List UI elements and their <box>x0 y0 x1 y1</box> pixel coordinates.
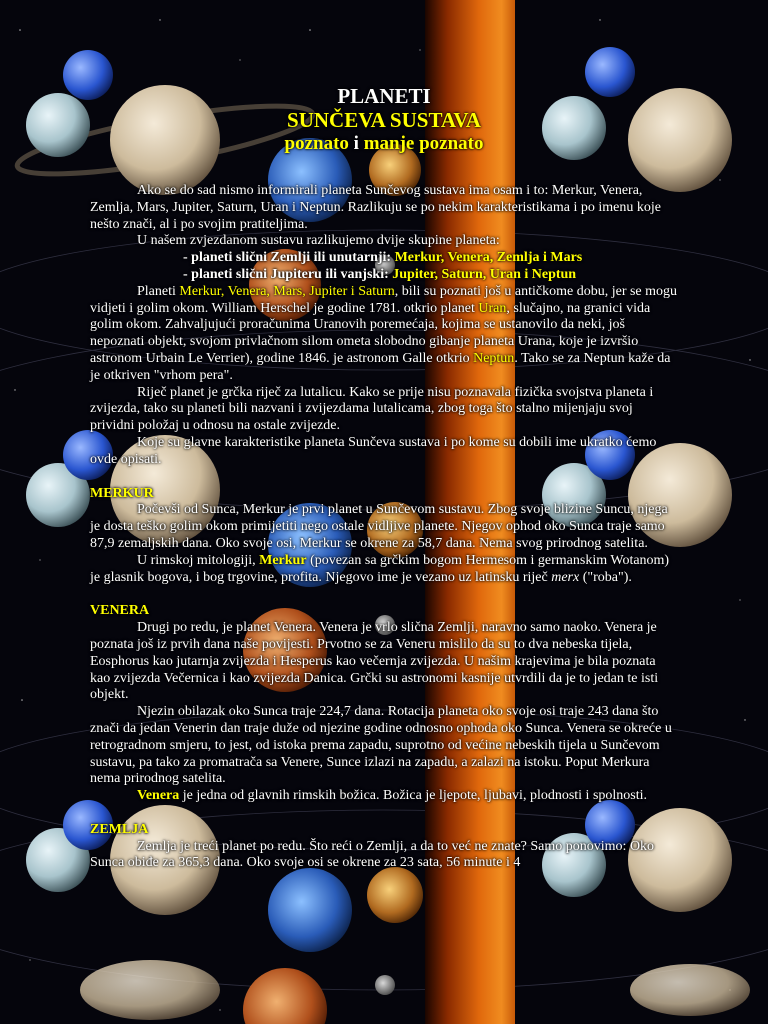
tagline-part-2: i <box>348 133 364 154</box>
planet-group-outer-list: Jupiter, Saturn, Uran i Neptun <box>392 266 577 282</box>
text-run: ("roba"). <box>579 569 632 585</box>
planet-group-outer <box>90 267 678 284</box>
venera-paragraph-1: Drugi po redu, je planet Venera. Venera je vrlo slična Zemlji, naravno samo naoko. Venera je poznata još iz prvih dana naše povijesti. Prvotno se za Veneru mislilo da su to dva nebeska tijela, Eosphorus kao jutarnja zvijezda i Hesperus kao večernja zvijezda. U našim krajevima je bila poznata kao zvijezda Večernica i kao zvijezda Danica. Grčki su astronomi kasnije utvrdili da je to jedan te isti objekt. <box>90 620 659 703</box>
document-body <box>90 84 678 872</box>
page-subtitle: SUNČEVA SUSTAVA <box>287 108 481 132</box>
section-heading-venera: VENERA <box>90 603 150 619</box>
section-heading-zemlja: ZEMLJA <box>90 821 149 837</box>
latin-word: merx <box>551 569 580 585</box>
highlight-uran: Uran <box>478 300 507 316</box>
tagline-part-1: poznato <box>284 133 349 154</box>
page-tagline <box>90 132 678 156</box>
text-run: , bili su poznati još u antičkome dobu, jer se mogu vidjeti i golim okom. William Herschel je godine 1781. otkrio planet <box>90 283 678 316</box>
tagline-part-3: manje poznato <box>363 133 484 154</box>
merkur-paragraph-2 <box>90 553 678 587</box>
text-run: (povezan sa grčkim bogom Hermesom i germanskim Wotanom) je glasnik bogova, i bog trgovine, profita. Njegovo ime je vezano uz latinsku riječ <box>90 552 670 585</box>
planet-group-inner-label: - planeti slični Zemlji ili unutarnji: <box>183 250 395 266</box>
highlight-merkur: Merkur <box>259 552 307 568</box>
text-run: je jedna od glavnih rimskih božica. Božica je ljepote, ljubavi, plodnosti i spolnosti. <box>179 788 648 804</box>
intro-paragraph-4: Riječ planet je grčka riječ za lutalicu. Kako se prije nisu poznavala fizička svojstva planeta i zvijezda, tako su planeti bili nazvani i zvijezdama lutalicama, zbog toga što stalno mijenjaju svoj prividni položaj u odnosu na ostale zvijezde. <box>90 384 654 434</box>
merkur-paragraph-1: Počevši od Sunca, Merkur je prvi planet u Sunčevom sustavu. Zbog svoje blizine Suncu, njega je dosta teško golim okom primijetiti nego ostale vidljive planete. Njegov ophod oko Sunca traje samo 87,9 zemaljskih dana. Oko svoje osi, Merkur se okrene za 58,7 dana. Nema svog prirodnog satelita. <box>90 502 668 551</box>
intro-paragraph-1: Ako se do sad nismo informirali planeta Sunčevog sustava ima osam i to: Merkur, Venera, Zemlja, Mars, Jupiter, Saturn, Uran i Neptun. Razlikuju se po nekim karakteristikama i po imenu koje nešto znači, al i po svojim pratiteljima. <box>90 183 661 232</box>
text-run: . Tako se za Neptun kaže da je otkriven "vrhom pera". <box>90 350 671 383</box>
venera-paragraph-2: Njezin obilazak oko Sunca traje 224,7 dana. Rotacija planeta oko svoje osi traje 243 dana što znači da jedan Venerin dan traje duže od njezine godine odnosno ophoda oko Sunca. Venera se okreće u retrogradnom smjeru, to jest, od istoka prema zapadu, suprotno od većine nebeskih tijela u Sunčevom sustavu, pa tako za promatrača sa Venere, Sunce izlazi na zapadu, a zalazi na istoku. Poput Merkura nema prirodnog satelita. <box>90 704 672 787</box>
highlight-venera: Venera <box>137 788 180 804</box>
section-heading-merkur: MERKUR <box>90 485 154 501</box>
intro-paragraph-5: Koje su glavne karakteristike planeta Sunčeva sustava i po kome su dobili ime ukratko ćemo ovde opisati. <box>90 434 657 467</box>
planet-group-outer-label: - planeti slični Jupiteru ili vanjski: <box>183 266 393 282</box>
planet-group-inner-list: Merkur, Venera, Zemlja i Mars <box>394 250 583 266</box>
zemlja-paragraph-1: Zemlja je treći planet po redu. Što reći o Zemlji, a da to već ne znate? Samo ponovimo: Oko Sunca obiđe za 365,3 dana. Oko svoje osi se okrene za 23 sata, 56 minute i 4 <box>90 838 655 871</box>
intro-paragraph-2: U našem zvjezdanom sustavu razlikujemo dvije skupine planeta: <box>137 233 500 249</box>
page-title: PLANETI <box>337 84 431 108</box>
text-run: Planeti <box>137 283 180 299</box>
text-run: , slučajno, na granici vida golim okom. Zahvaljujući proračunima Uranovih poremećaja, kojima se ustanovilo da neki, još nepoznati objekt, svojom privlačnom silom ometa slobodno gibanje planeta Urana, koje je izvršio astronom Urbain Le Verrier), godine 1846. je astronom Galle otkrio <box>90 300 651 366</box>
venera-paragraph-3 <box>90 788 678 805</box>
text-run: U rimskoj mitologiji, <box>137 552 260 568</box>
intro-paragraph-3 <box>90 284 678 385</box>
highlight-ancient-planets: Merkur, Venera, Mars, Jupiter i Saturn <box>179 283 395 299</box>
planet-group-inner <box>90 250 678 267</box>
highlight-neptun: Neptun <box>473 350 515 366</box>
